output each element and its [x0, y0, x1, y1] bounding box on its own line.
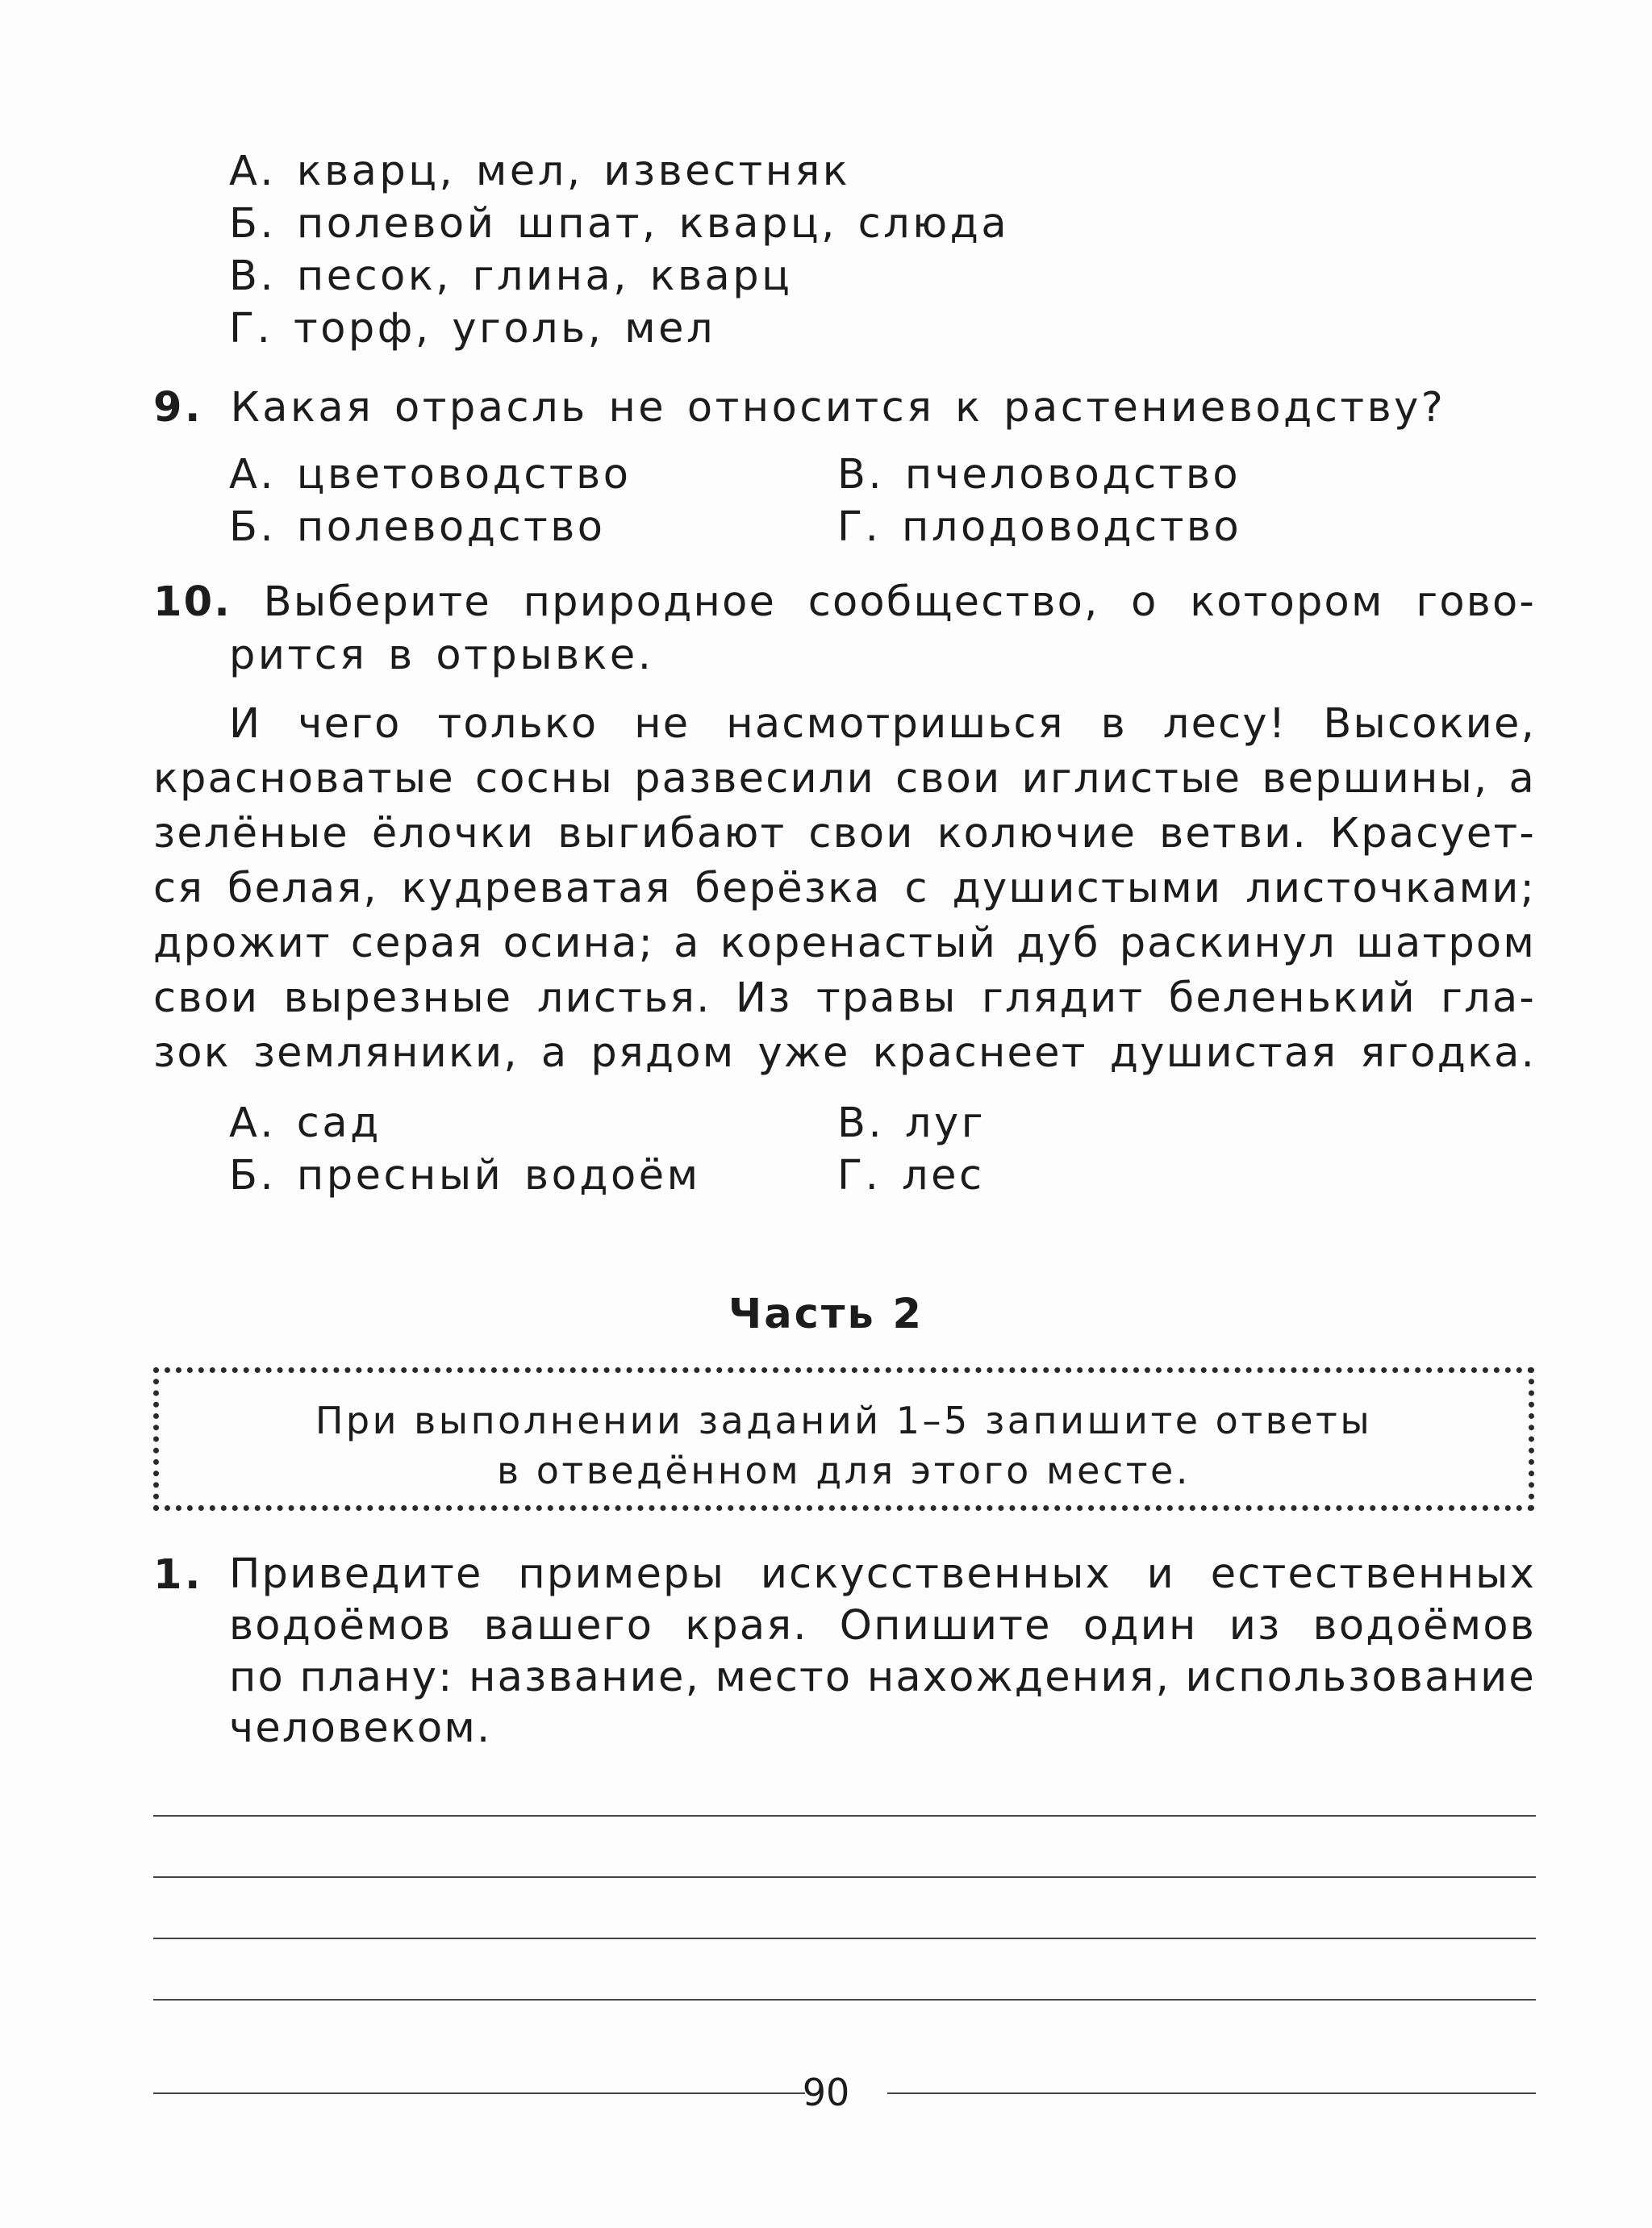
q10-passage-line-2: красноватые сосны развесили свои иглистые вершины, а [153, 755, 1536, 803]
q9-option-b: Б. полеводство [229, 503, 606, 551]
p2-q1-line-3: по плану: название, место нахождения, использование [229, 1654, 1536, 1701]
instruction-box [153, 1367, 1534, 1511]
q10-option-v: В. луг [837, 1099, 986, 1147]
q10-number: 10. [153, 578, 232, 626]
q10-text-line1: Выберите природное сообщество, о котором гово- [263, 578, 1536, 626]
p2-q1-line-1: Приведите примеры искусственных и естественных [229, 1550, 1536, 1598]
q8-option-b: Б. полевой шпат, кварц, слюда [229, 200, 1010, 248]
p2-q1-line-4: человеком. [229, 1704, 492, 1752]
p2-q1-number: 1. [153, 1551, 203, 1599]
footer-rule-left [153, 2092, 805, 2094]
page-number: 90 [802, 2071, 850, 2114]
q8-option-a: А. кварц, мел, известняк [229, 148, 851, 195]
q10-passage-line-3: зелёные ёлочки выгибают свои колючие ветви. Красует- [153, 810, 1536, 857]
q8-option-g: Г. торф, уголь, мел [229, 305, 716, 353]
q9-question [153, 382, 1446, 435]
q9-option-v: В. пчеловодство [837, 451, 1241, 499]
instruction-line-2: в отведённом для этого месте. [497, 1449, 1191, 1492]
q10-passage-line-7: зок земляники, а рядом уже краснеет душистая ягодка. [153, 1029, 1536, 1077]
answer-line-1[interactable] [153, 1815, 1536, 1817]
q9-option-g: Г. плодоводство [837, 503, 1242, 551]
footer-rule-right [887, 2092, 1536, 2094]
q9-text: Какая отрасль не относится к растениеводству? [230, 384, 1446, 432]
q8-option-v: В. песок, глина, кварц [229, 252, 793, 300]
answer-line-3[interactable] [153, 1938, 1536, 1939]
p2-q1-line-2: водоёмов вашего края. Опишите один из водоёмов [229, 1602, 1536, 1650]
q10-option-a: А. сад [229, 1099, 382, 1147]
instruction-line-1: При выполнении заданий 1–5 запишите ответы [315, 1399, 1373, 1442]
q10-question-line2: рится в отрывке. [229, 632, 654, 679]
q10-passage-line-5: дрожит серая осина; а коренастый дуб раскинул шатром [153, 920, 1536, 967]
q10-question-line1 [153, 575, 1536, 630]
q10-option-b: Б. пресный водоём [229, 1152, 701, 1200]
q10-passage-line-4: ся белая, кудреватая берёзка с душистыми листочками; [153, 865, 1536, 912]
part-2-title: Часть 2 [728, 1291, 924, 1338]
q10-option-g: Г. лес [837, 1152, 985, 1200]
answer-line-4[interactable] [153, 1999, 1536, 2001]
q9-number: 9. [153, 384, 203, 432]
q10-passage-line-6: свои вырезные листья. Из травы глядит беленький гла- [153, 974, 1536, 1022]
q9-option-a: А. цветоводство [229, 451, 632, 499]
q10-passage-line-1: И чего только не насмотришься в лесу! Высокие, [229, 700, 1536, 748]
answer-line-2[interactable] [153, 1876, 1536, 1878]
